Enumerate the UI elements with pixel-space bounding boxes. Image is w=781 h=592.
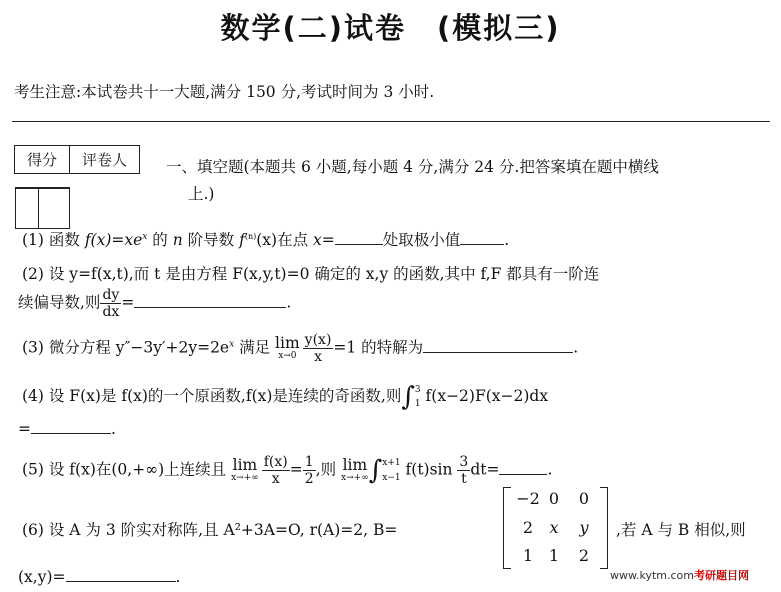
exam-notice: 考生注意:本试卷共十一大题,满分 150 分,考试时间为 3 小时. (14, 83, 435, 101)
question-2: (2) 设 y=f(x,t),而 t 是由方程 F(x,y,t)=0 确定的 x,y 的函数,其中 f,F 都具有一阶连 (22, 265, 600, 283)
question-6-cont: (x,y)= . (18, 568, 181, 586)
matrix-right-bracket (600, 487, 608, 569)
page-title: 数学(二)试卷 (模拟三) (220, 11, 561, 45)
answer-blank-5[interactable] (499, 473, 547, 475)
question-4: (4) 设 F(x)是 f(x)的一个原函数,f(x)是连续的奇函数,则∫ 3 1 f(x−2)F(x−2)dx (22, 382, 549, 412)
watermark: www.kytm.com考研题目网 (610, 569, 749, 582)
matrix-cell: 2 (578, 546, 590, 565)
question-6-tail: ,若 A 与 B 相似,则 (616, 521, 746, 539)
question-3: (3) 微分方程 $y''-3y'+2y=2e^x$ 满足 lim x→0 $\frac{y(x)}{x}$ =1 的特解为 . (22, 332, 579, 365)
score-box (14, 145, 140, 193)
grader-label: 评卷人 (70, 146, 140, 174)
matrix-cell: 1 (548, 546, 560, 565)
matrix-cell: 2 (522, 518, 534, 537)
matrix-cell: y (579, 518, 589, 537)
matrix-cell: −2 (516, 489, 540, 508)
integral-sign: ∫ (401, 382, 415, 412)
answer-blank-1a[interactable] (335, 243, 383, 245)
score-label: 得分 (15, 146, 70, 174)
question-1: (1) 函数 $f(x)=xe^x$ 的 n 阶导数 $f^{(n)}(x)$在点 x= 处取极小值 . (22, 231, 510, 249)
question-2-cont: 续偏导数,则 $\frac{dy}{dx}$ = . (18, 287, 292, 320)
answer-blank-4[interactable] (31, 432, 111, 434)
grader-cell[interactable] (39, 188, 69, 229)
matrix-cell: 0 (548, 489, 560, 508)
matrix-left-bracket (503, 487, 511, 569)
matrix-cell: x (549, 518, 559, 537)
section-heading-cont: 上.) (188, 185, 215, 203)
question-5: (5) 设 f(x)在(0,+∞)上连续且 lim x→+∞ $\frac{f(x)}{x}$ = $\frac{1}{2}$ ,则 lim x→+∞ ∫ x+1 x−1 f(t)sin $\frac{3}{t}$ dt= . (22, 454, 553, 487)
answer-blank-2[interactable] (134, 306, 286, 308)
matrix-cell: 0 (578, 489, 590, 508)
question-4-cont: = . (18, 420, 116, 438)
matrix-cell: 1 (522, 546, 534, 565)
answer-blank-6[interactable] (66, 580, 176, 582)
question-6: (6) 设 A 为 3 阶实对称阵,且 A²+3A=O, r(A)=2, B= (22, 521, 398, 539)
answer-blank-3[interactable] (423, 351, 573, 353)
answer-blank-1b[interactable] (460, 243, 504, 245)
top-divider (12, 121, 770, 122)
score-cell[interactable] (15, 188, 39, 229)
integral-sign: ∫ (368, 455, 383, 486)
section-heading: 一、填空题(本题共 6 小题,每小题 4 分,满分 24 分.把答案填在题中横线 (166, 158, 659, 176)
